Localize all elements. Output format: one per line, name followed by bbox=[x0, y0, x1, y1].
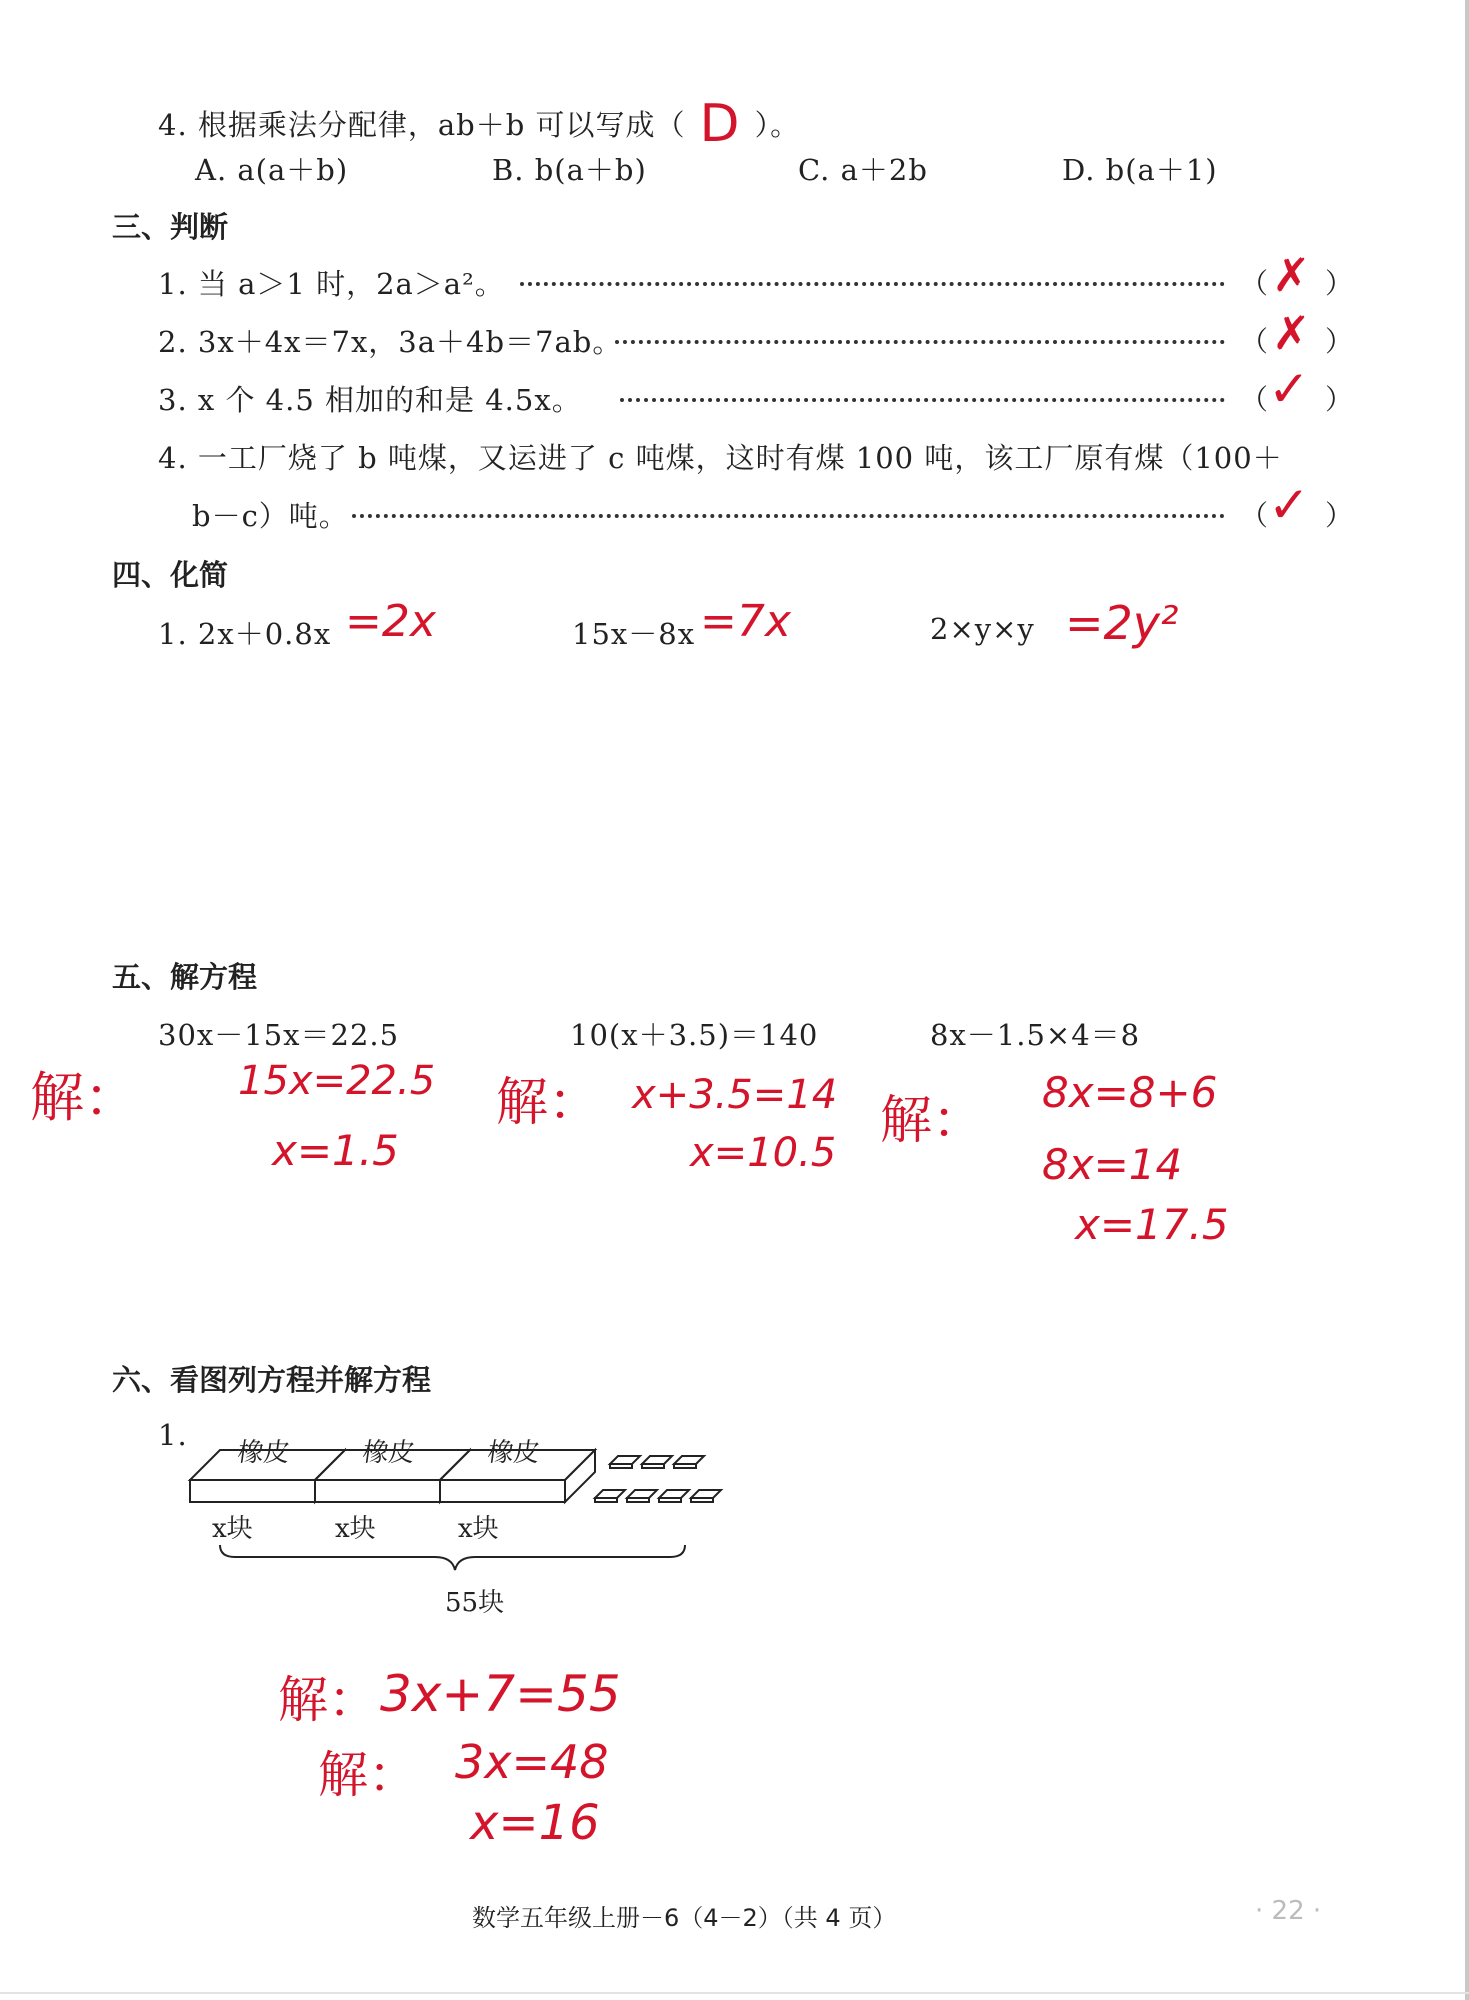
eraser-label-1: 橡皮 bbox=[235, 1438, 292, 1468]
q4-stem bbox=[158, 88, 801, 154]
equation-1-step-1: 15x=22.5 bbox=[238, 1058, 436, 1104]
judge-dots-2 bbox=[615, 340, 1225, 344]
simplify-answer-1: =2x bbox=[345, 596, 436, 647]
judge-dots-1 bbox=[520, 282, 1225, 286]
judge-paren-open-2: （ bbox=[1240, 325, 1269, 358]
x-label-1: x块 bbox=[212, 1514, 253, 1544]
work-jie-2: 解： bbox=[318, 1746, 418, 1804]
section6-title: 六、看图列方程并解方程 bbox=[112, 1363, 432, 1397]
judge-item-1: 1. 当 a＞1 时，2a＞a²。 bbox=[158, 267, 505, 301]
equation-3: 8x－1.5×4＝8 bbox=[930, 1018, 1141, 1052]
equation-1-step-2: x=1.5 bbox=[272, 1126, 399, 1175]
judge-mark-4: ✓ bbox=[1268, 476, 1310, 534]
x-label-2: x块 bbox=[335, 1514, 376, 1544]
eraser-label-3: 橡皮 bbox=[485, 1438, 542, 1468]
judge-item-2: 2. 3x＋4x＝7x，3a＋4b＝7ab。 bbox=[158, 325, 623, 359]
judge-paren-close-1: ） bbox=[1325, 267, 1354, 300]
section3-title: 三、判断 bbox=[112, 210, 229, 244]
judge-paren-open-3: （ bbox=[1240, 383, 1269, 416]
judge-mark-3: ✓ bbox=[1268, 360, 1310, 418]
equation-3-step-1: 8x=8+6 bbox=[1042, 1068, 1218, 1117]
simplify-answer-2: =7x bbox=[700, 596, 791, 647]
equation-2-step-2: x=10.5 bbox=[690, 1130, 837, 1176]
equation-2: 10(x＋3.5)＝140 bbox=[570, 1018, 819, 1052]
footer-text: 数学五年级上册－6（4－2）（共 4 页） bbox=[472, 1904, 897, 1932]
q4-option-c: C. a＋2b bbox=[798, 153, 928, 187]
bottom-edge-line bbox=[0, 1992, 1469, 1994]
work-jie-1: 解： bbox=[278, 1671, 378, 1729]
judge-item-3: 3. x 个 4.5 相加的和是 4.5x。 bbox=[158, 383, 582, 417]
q4-stem-end: ）。 bbox=[754, 108, 801, 142]
judge-dots-3 bbox=[620, 398, 1225, 402]
judge-mark-1: ✗ bbox=[1272, 248, 1311, 302]
small-eraser-row-2 bbox=[595, 1490, 721, 1502]
q4-stem-text: 4. 根据乘法分配律，ab＋b 可以写成（ bbox=[158, 108, 686, 142]
q4-option-a: A. a(a＋b) bbox=[195, 153, 349, 187]
simplify-expr-3: 2×y×y bbox=[930, 612, 1035, 646]
equation-3-jie: 解： bbox=[880, 1091, 985, 1151]
page-number: · 22 · bbox=[1255, 1896, 1322, 1926]
judge-mark-2: ✗ bbox=[1272, 306, 1311, 360]
section4-title: 四、化简 bbox=[112, 558, 229, 592]
equation-1: 30x－15x＝22.5 bbox=[158, 1018, 400, 1052]
q4-option-b: B. b(a＋b) bbox=[492, 153, 647, 187]
judge-item-4-line2: b－c）吨。 bbox=[192, 499, 349, 533]
work-step-1: 3x=48 bbox=[455, 1735, 609, 1789]
judge-paren-close-4: ） bbox=[1325, 499, 1354, 532]
eraser-3-front bbox=[440, 1480, 565, 1502]
judge-dots-4 bbox=[352, 514, 1225, 518]
judge-paren-close-2: ） bbox=[1325, 325, 1354, 358]
equation-1-jie: 解： bbox=[30, 1066, 138, 1129]
eraser-2-front bbox=[315, 1480, 440, 1502]
x-label-3: x块 bbox=[458, 1514, 499, 1544]
work-step-2: x=16 bbox=[470, 1795, 600, 1851]
right-edge-bar bbox=[1465, 0, 1469, 2000]
simplify-expr-2: 15x－8x bbox=[572, 617, 696, 651]
equation-2-jie: 解： bbox=[496, 1073, 601, 1133]
judge-paren-close-3: ） bbox=[1325, 383, 1354, 416]
eraser-1-front bbox=[190, 1480, 315, 1502]
q4-option-d: D. b(a＋1) bbox=[1062, 153, 1218, 187]
total-label: 55块 bbox=[445, 1588, 505, 1618]
q4-answer: D bbox=[699, 94, 741, 154]
small-eraser-row-1 bbox=[610, 1456, 704, 1468]
eraser-label-2: 橡皮 bbox=[360, 1438, 417, 1468]
judge-paren-open-1: （ bbox=[1240, 267, 1269, 300]
equation-3-step-3: x=17.5 bbox=[1075, 1200, 1229, 1249]
brace bbox=[220, 1545, 685, 1570]
judge-paren-open-4: （ bbox=[1240, 499, 1269, 532]
equation-2-step-1: x+3.5=14 bbox=[632, 1072, 838, 1118]
simplify-answer-3: =2y² bbox=[1065, 596, 1179, 650]
equation-3-step-2: 8x=14 bbox=[1042, 1140, 1183, 1189]
section5-title: 五、解方程 bbox=[112, 960, 258, 994]
work-equation: 3x+7=55 bbox=[380, 1665, 621, 1723]
section6-number: 1. bbox=[158, 1418, 188, 1452]
judge-item-4-line1: 4. 一工厂烧了 b 吨煤，又运进了 c 吨煤，这时有煤 100 吨，该工厂原有煤（100＋ bbox=[158, 441, 1283, 475]
simplify-expr-1: 1. 2x＋0.8x bbox=[158, 617, 332, 651]
